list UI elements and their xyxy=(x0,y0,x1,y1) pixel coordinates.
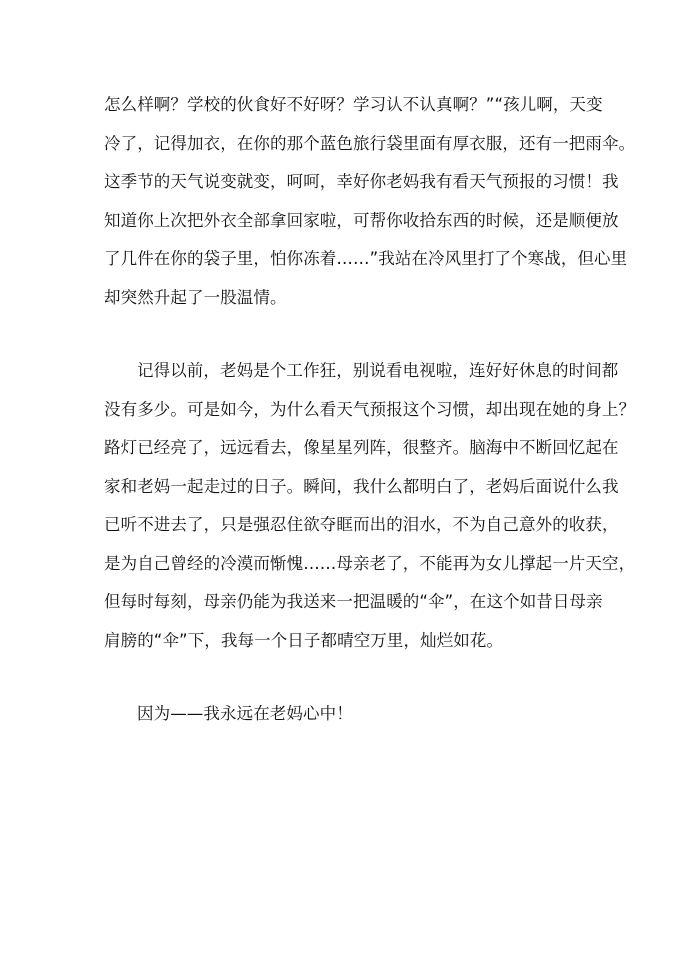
paragraph-2 xyxy=(104,352,636,660)
text-line: 冷了，记得加衣，在你的那个蓝色旅行袋里面有厚衣服，还有一把雨伞。 xyxy=(104,133,636,153)
text-line: 了几件在你的袋子里，怕你冻着……”我站在冷风里打了个寒战，但心里 xyxy=(104,249,628,268)
text-line: 没有多少。可是如今，为什么看天气预报这个习惯，却出现在她的身上？ xyxy=(104,399,636,419)
text-line: 怎么样啊？学校的伙食好不好呀？学习认不认真啊？”“孩儿啊，天变 xyxy=(104,95,603,114)
paragraph-3 xyxy=(104,695,584,734)
text-line: 却突然升起了一股温情。 xyxy=(104,287,287,307)
text-line: 这季节的天气说变就变，呵呵，幸好你老妈我有看天气预报的习惯！我 xyxy=(104,172,619,191)
text-line: 知道你上次把外衣全部拿回家啦，可帮你收拾东西的时候，还是顺便放 xyxy=(104,210,619,230)
text-line: 记得以前，老妈是个工作狂，别说看电视啦，连好好休息的时间都 xyxy=(137,361,619,380)
paragraph-spacer xyxy=(104,660,584,695)
text-line: 家和老妈一起走过的日子。瞬间，我什么都明白了，老妈后面说什么我 xyxy=(104,476,619,496)
paragraph-spacer xyxy=(104,317,584,352)
text-line: 是为自己曾经的冷漠而惭愧……母亲老了，不能再为女儿撑起一片天空， xyxy=(104,553,636,573)
text-line: 因为——我永远在老妈心中！ xyxy=(137,704,353,723)
document-body xyxy=(104,86,636,734)
text-line: 路灯已经亮了，远远看去，像星星列阵，很整齐。脑海中不断回忆起在 xyxy=(104,438,619,457)
paragraph-1 xyxy=(104,86,636,317)
text-line: 肩膀的“伞”下，我每一个日子都晴空万里，灿烂如花。 xyxy=(104,630,504,650)
text-line: 已听不进去了，只是强忍住欲夺眶而出的泪水，不为自己意外的收获， xyxy=(104,515,619,534)
text-line: 但每时每刻，母亲仍能为我送来一把温暖的“伞”，在这个如昔日母亲 xyxy=(104,592,603,611)
